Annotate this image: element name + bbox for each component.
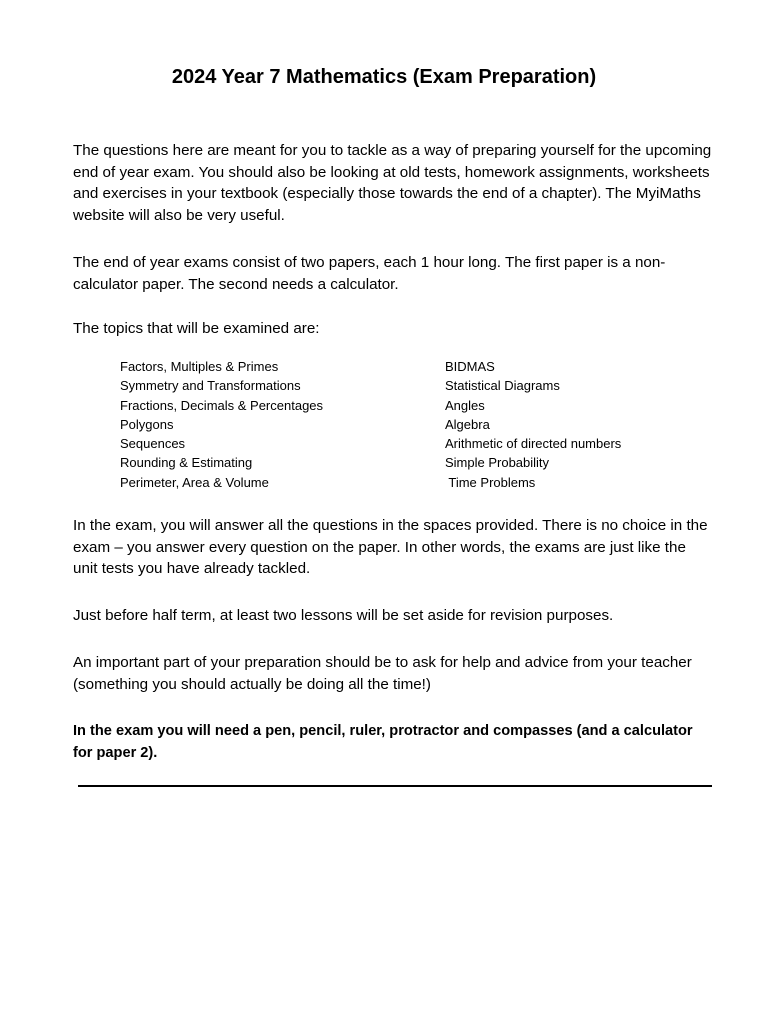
topic-item: Angles [445,397,485,413]
topic-item: Sequences [120,436,186,452]
equipment-paragraph: In the exam you will need a pen, pencil, ruler, protractor and compasses (and a calculator for paper 2). [73,723,693,761]
topic-item: Statistical Diagrams [445,378,560,394]
topics-list [120,357,680,492]
horizontal-divider [78,785,712,787]
topic-item: Rounding & Estimating [120,455,253,471]
topic-item: Time Problems [445,474,536,490]
exam-format-paragraph: The end of year exams consist of two papers, each 1 hour long. The first paper is a non-calculator paper. The second needs a calculator. [73,254,666,293]
topics-heading: The topics that will be examined are: [73,320,320,337]
exam-answers-paragraph: In the exam, you will answer all the questions in the spaces provided. There is no choice in the exam – you answer every question on the paper. In other words, the exams are just like the unit tests you have already tackled. [73,517,708,577]
topic-item: Factors, Multiples & Primes [120,359,279,374]
topic-item: Symmetry and Transformations [120,378,301,394]
topic-item: BIDMAS [445,359,495,374]
topic-item: Fractions, Decimals & Percentages [120,397,324,413]
topic-item: Perimeter, Area & Volume [120,474,269,490]
topic-item: Simple Probability [445,455,550,471]
topic-item: Arithmetic of directed numbers [445,436,622,452]
revision-paragraph: Just before half term, at least two lessons will be set aside for revision purposes. [73,607,614,624]
page-title: 2024 Year 7 Mathematics (Exam Preparation) [171,66,597,88]
intro-paragraph: The questions here are meant for you to tackle as a way of preparing yourself for the upcoming end of year exam. You should also be looking at old tests, homework assignments, worksheets and exercises in your textbook (especially those towards the end of a chapter). The MyiMaths website will also be very useful. [73,142,712,224]
topic-item: Polygons [120,416,174,432]
advice-paragraph: An important part of your preparation should be to ask for help and advice from your teacher (something you should actually be doing all the time!) [73,654,692,693]
topic-item: Algebra [445,416,490,432]
